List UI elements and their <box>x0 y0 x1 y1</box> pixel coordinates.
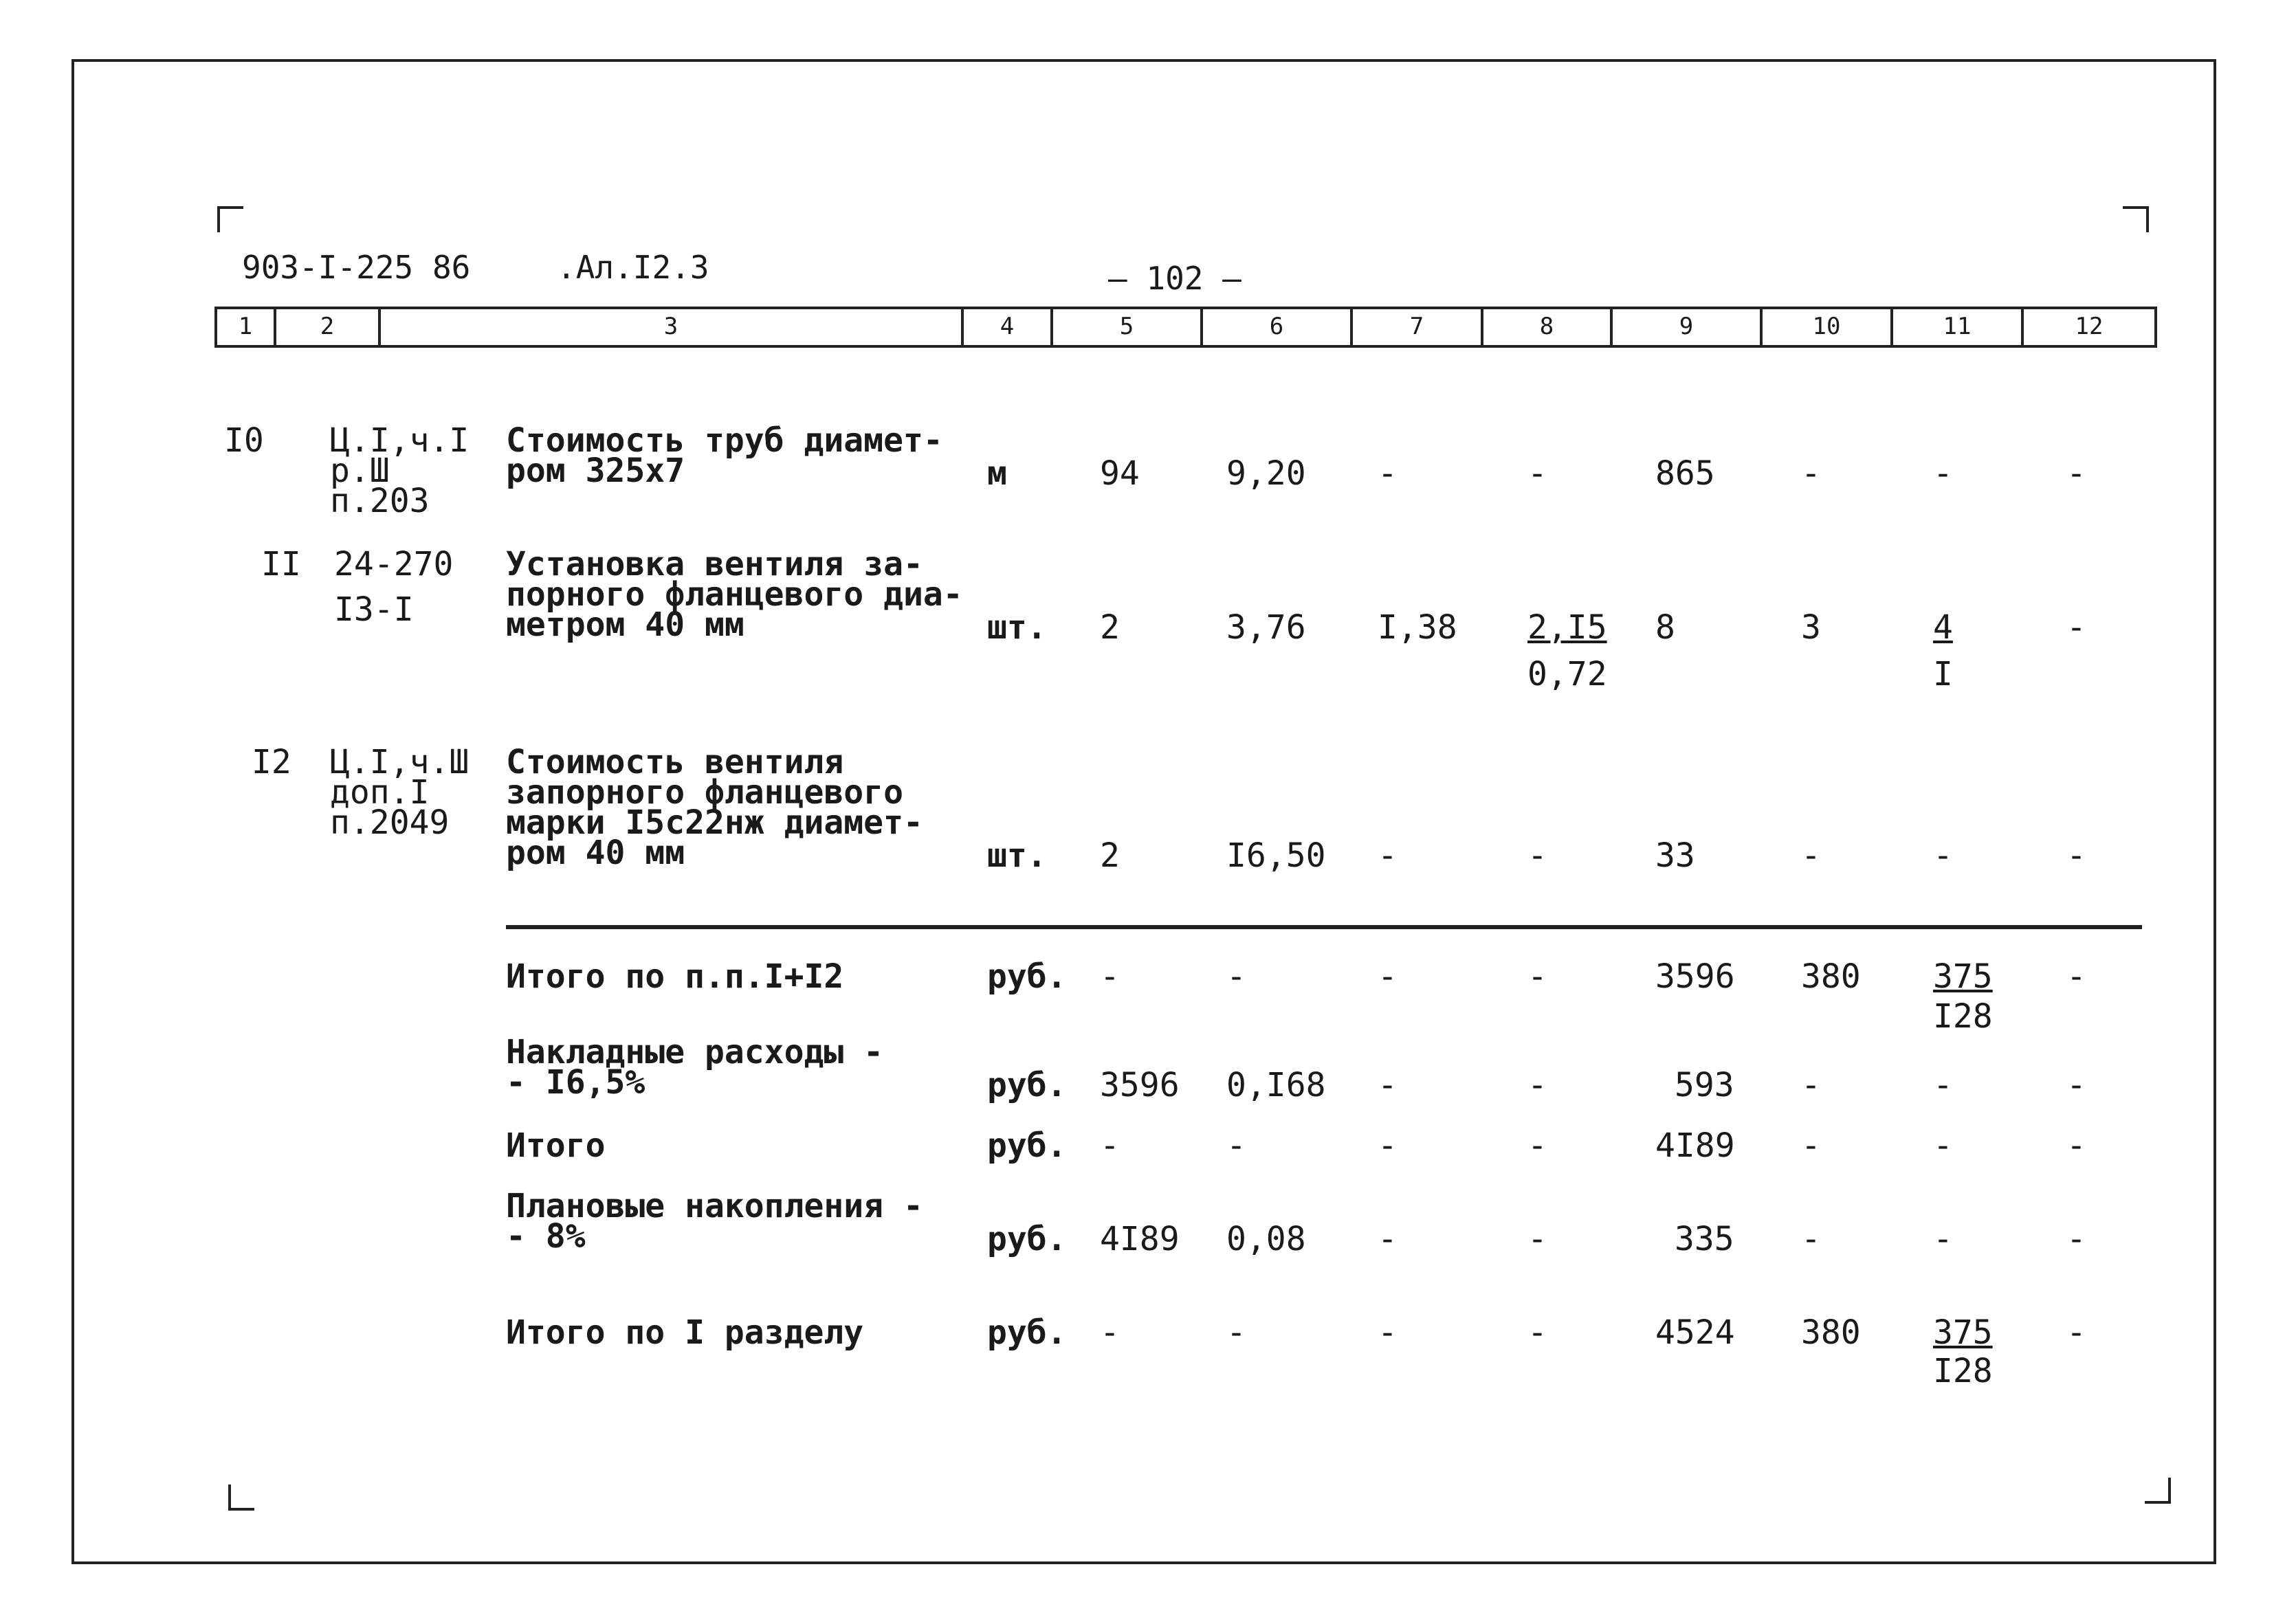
value-cell: - <box>1933 1126 1953 1165</box>
column-header: 9 <box>1613 309 1763 345</box>
column-header: 8 <box>1483 309 1613 345</box>
value-cell: - <box>1226 1126 1246 1165</box>
price-cell: 9,20 <box>1226 454 1306 493</box>
unit-cell: руб. <box>987 957 1067 996</box>
description-line: - 8% <box>506 1217 586 1256</box>
value-cell-lower: I28 <box>1933 1352 1993 1390</box>
total-cell: 593 <box>1675 1066 1734 1104</box>
value-cell-upper: 375 <box>1933 957 1993 996</box>
value-cell-lower: I28 <box>1933 997 1993 1036</box>
reference-line: 24-270 <box>334 545 454 583</box>
reference-line: I3-I <box>334 590 414 629</box>
value-cell: - <box>1226 1313 1246 1352</box>
value-cell: - <box>2066 836 2086 875</box>
description-line: Стоимость труб диамет- <box>506 421 943 460</box>
value-cell-upper: 4 <box>1933 608 1953 647</box>
value-cell-upper: 375 <box>1933 1313 1993 1352</box>
description-line: запорного фланцевого <box>506 773 903 812</box>
value-cell: - <box>2066 1220 2086 1258</box>
value-cell: 3 <box>1801 608 1821 647</box>
value-cell: - <box>1527 1220 1547 1258</box>
description-line: Стоимость вентиля <box>506 743 844 781</box>
description-line: ром 325х7 <box>506 452 685 490</box>
value-cell: - <box>1801 836 1821 875</box>
page-number: — 102 — <box>1108 260 1241 297</box>
value-cell: - <box>1100 1313 1120 1352</box>
value-cell: - <box>1527 454 1547 493</box>
column-header: 5 <box>1053 309 1203 345</box>
value-cell-lower: 0,72 <box>1527 655 1607 693</box>
value-cell: - <box>1378 1126 1398 1165</box>
value-cell: - <box>1801 454 1821 493</box>
description-line: Плановые накопления - <box>506 1187 923 1225</box>
value-cell: - <box>1801 1220 1821 1258</box>
value-cell: - <box>2066 608 2086 647</box>
value-cell: 0,I68 <box>1226 1066 1326 1104</box>
value-cell: - <box>1527 1313 1547 1352</box>
value-cell: - <box>1527 957 1547 996</box>
totals-divider <box>506 925 2142 929</box>
unit-cell: шт. <box>987 836 1047 875</box>
value-cell: - <box>2066 1066 2086 1104</box>
value-cell: - <box>1527 1066 1547 1104</box>
quantity-cell: 2 <box>1100 608 1120 647</box>
reference-line: доп.I <box>330 773 430 812</box>
description-line: Итого по I разделу <box>506 1313 864 1352</box>
value-cell: - <box>1527 1126 1547 1165</box>
unit-cell: м <box>987 454 1007 493</box>
value-cell: - <box>1378 1220 1398 1258</box>
description-line: Итого по п.п.I+I2 <box>506 957 844 996</box>
row-number: I0 <box>224 421 264 460</box>
sheet-number: .Ал.I2.3 <box>557 249 709 286</box>
reference-line: Ц.I,ч.I <box>330 421 470 460</box>
value-cell: I,38 <box>1378 608 1457 647</box>
column-header: 10 <box>1763 309 1893 345</box>
unit-cell: руб. <box>987 1066 1067 1104</box>
column-header: 6 <box>1203 309 1353 345</box>
value-cell: - <box>2066 957 2086 996</box>
value-cell: - <box>1378 454 1398 493</box>
value-cell: - <box>1933 1220 1953 1258</box>
column-header: 11 <box>1893 309 2024 345</box>
description-line: Итого <box>506 1126 606 1165</box>
corner-mark-top-left <box>217 206 243 232</box>
price-cell: I6,50 <box>1226 836 1326 875</box>
value-cell: - <box>1100 957 1120 996</box>
column-header: 12 <box>2075 313 2104 340</box>
row-number: II <box>261 545 301 583</box>
value-cell-lower: I <box>1933 655 1953 693</box>
value-cell: - <box>1378 1066 1398 1104</box>
document-code: 903-I-225 86 <box>242 249 471 286</box>
corner-mark-bottom-right <box>2145 1478 2171 1504</box>
value-cell: - <box>2066 1313 2086 1352</box>
value-cell: - <box>2066 1126 2086 1165</box>
reference-line: п.203 <box>330 482 430 520</box>
quantity-cell: 2 <box>1100 836 1120 875</box>
total-cell: 3596 <box>1655 957 1735 996</box>
value-cell: - <box>1933 836 1953 875</box>
value-cell: - <box>2066 454 2086 493</box>
unit-cell: руб. <box>987 1220 1067 1258</box>
column-header: 2 <box>276 309 381 345</box>
value-cell: 4I89 <box>1100 1220 1180 1258</box>
total-cell: 4524 <box>1655 1313 1735 1352</box>
description-line: Установка вентиля за- <box>506 545 923 583</box>
description-line: ром 40 мм <box>506 834 685 872</box>
value-cell: 0,08 <box>1226 1220 1306 1258</box>
total-cell: 335 <box>1675 1220 1734 1258</box>
value-cell: - <box>1933 1066 1953 1104</box>
value-cell: - <box>1226 957 1246 996</box>
description-line: Накладные расходы - <box>506 1033 884 1071</box>
value-cell: - <box>1378 957 1398 996</box>
reference-line: Ц.I,ч.Ш <box>330 743 470 781</box>
total-cell: 8 <box>1655 608 1675 647</box>
total-cell: 4I89 <box>1655 1126 1735 1165</box>
total-cell: 33 <box>1655 836 1695 875</box>
value-cell: 380 <box>1801 1313 1861 1352</box>
quantity-cell: 94 <box>1100 454 1140 493</box>
description-line: - I6,5% <box>506 1063 645 1102</box>
corner-mark-top-right <box>2123 206 2149 232</box>
value-cell: - <box>1378 1313 1398 1352</box>
column-header: 7 <box>1353 309 1483 345</box>
value-cell: 380 <box>1801 957 1861 996</box>
price-cell: 3,76 <box>1226 608 1306 647</box>
value-cell: 3596 <box>1100 1066 1180 1104</box>
description-line: марки I5с22нж диамет- <box>506 803 923 842</box>
column-header-row <box>214 307 2157 348</box>
column-header: 4 <box>964 309 1053 345</box>
reference-line: р.Ш <box>330 452 390 490</box>
description-line: порного фланцевого диа- <box>506 575 963 614</box>
value-cell: - <box>1527 836 1547 875</box>
value-cell: - <box>1801 1126 1821 1165</box>
row-number: I2 <box>252 743 291 781</box>
column-header: 3 <box>381 309 964 345</box>
unit-cell: шт. <box>987 608 1047 647</box>
column-header: 1 <box>217 309 276 345</box>
value-cell: - <box>1100 1126 1120 1165</box>
value-cell: - <box>1801 1066 1821 1104</box>
value-cell: - <box>1933 454 1953 493</box>
reference-line: п.2049 <box>330 803 450 842</box>
unit-cell: руб. <box>987 1313 1067 1352</box>
value-cell-upper: 2,I5 <box>1527 608 1607 647</box>
total-cell: 865 <box>1655 454 1715 493</box>
value-cell: - <box>1378 836 1398 875</box>
corner-mark-bottom-left <box>228 1484 254 1511</box>
unit-cell: руб. <box>987 1126 1067 1165</box>
description-line: метром 40 мм <box>506 605 744 644</box>
